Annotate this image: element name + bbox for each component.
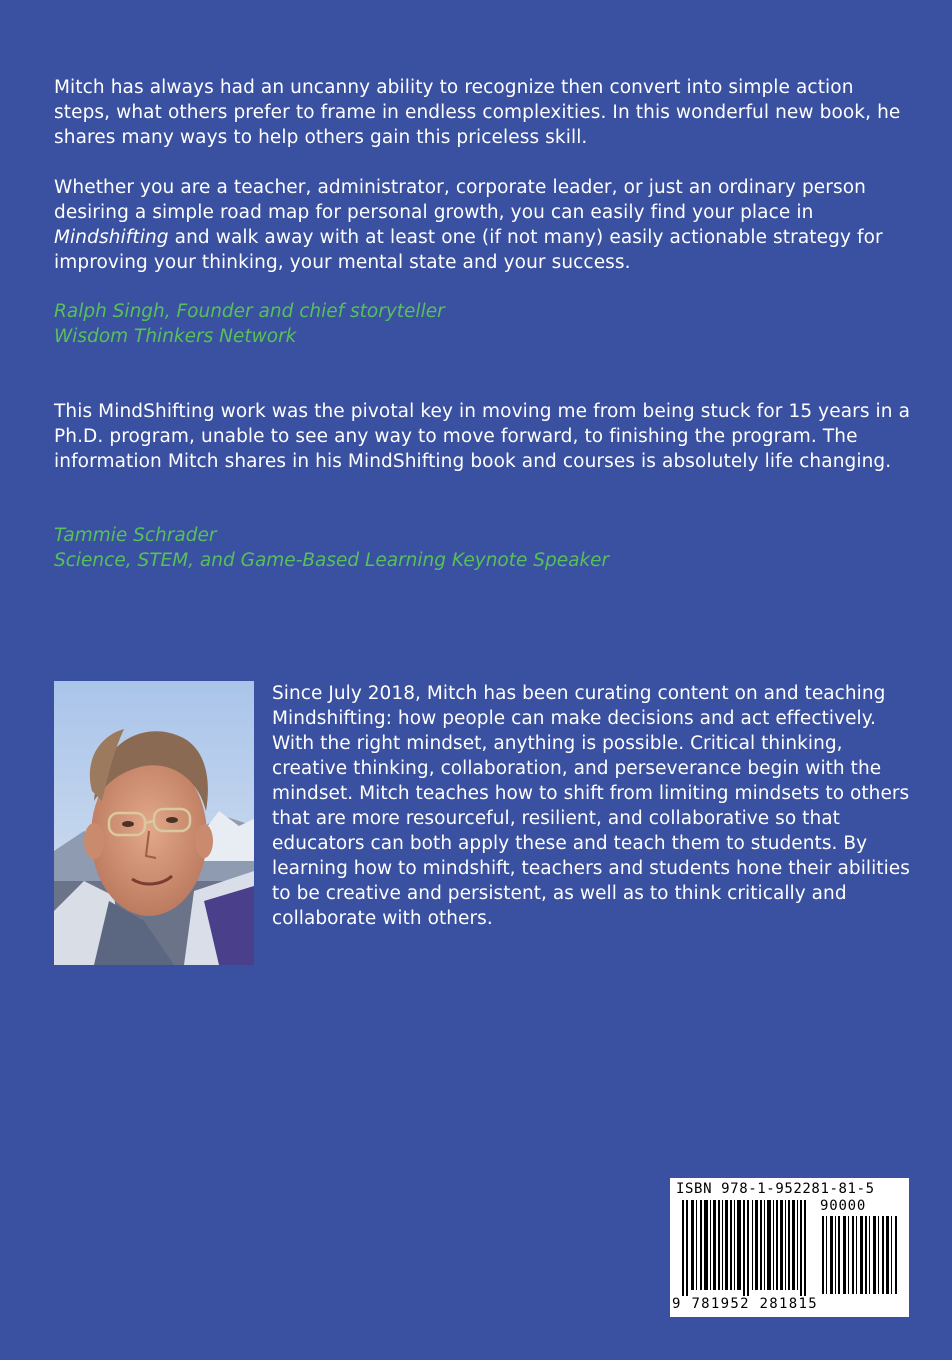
endorsement-1-paragraph-2-start: Whether you are a teacher, administrator, corporate leader, or just an ordinary person desiring a simple road map for personal growth, you can easily find your place in	[54, 177, 866, 223]
endorsement-1-attribution	[54, 299, 914, 349]
endorsement-1-paragraph-1: Mitch has always had an uncanny ability to recognize then convert into simple action steps, what others prefer to frame in endless complexities. In this wonderful new book, he shares many ways to help others gain this priceless skill.	[54, 77, 901, 148]
book-title-italic: Mindshifting	[54, 227, 169, 248]
author-bio: Since July 2018, Mitch has been curating content on and teaching Mindshifting: how people can make decisions and act effectively. With the right mindset, anything is possible. Critical thinking, creative thinking, collaboration, and perseverance begin with the mindset. Mitch teaches how to shift from limiting mindsets to others that are more resourceful, resilient, and collaborative so that educators can both apply these and teach them to students. By learning how to mindshift, teachers and students hone their abilities to be creative and persistent, as well as to think critically and collaborate with others.	[272, 683, 910, 929]
isbn-label: ISBN 978-1-952281-81-5	[676, 1181, 875, 1197]
attribution-org: Wisdom Thinkers Network	[54, 326, 297, 347]
ean-barcode-bars	[674, 1200, 814, 1296]
price-barcode-bars	[820, 1216, 904, 1294]
attribution-name: Ralph Singh, Founder and chief storyteller	[54, 301, 445, 322]
isbn-barcode	[670, 1178, 909, 1317]
attribution-title: Science, STEM, and Game-Based Learning Keynote Speaker	[54, 550, 610, 571]
attribution-name: Tammie Schrader	[54, 525, 217, 546]
endorsement-1-paragraph-2	[54, 175, 914, 275]
endorsement-1-paragraph-2-end: and walk away with at least one (if not many) easily actionable strategy for improving your thinking, your mental state and your success.	[54, 227, 883, 273]
author-photo	[54, 681, 254, 965]
endorsement-2-attribution	[54, 523, 914, 573]
price-code: 90000	[820, 1198, 867, 1214]
author-portrait-illustration	[54, 681, 254, 965]
endorsement-2-paragraph: This MindShifting work was the pivotal key in moving me from being stuck for 15 years in a Ph.D. program, unable to see any way to move forward, to finishing the program. The information Mitch shares in his MindShifting book and courses is absolutely life changing.	[54, 401, 911, 472]
barcode-digits: 9 781952 281815	[672, 1296, 818, 1312]
